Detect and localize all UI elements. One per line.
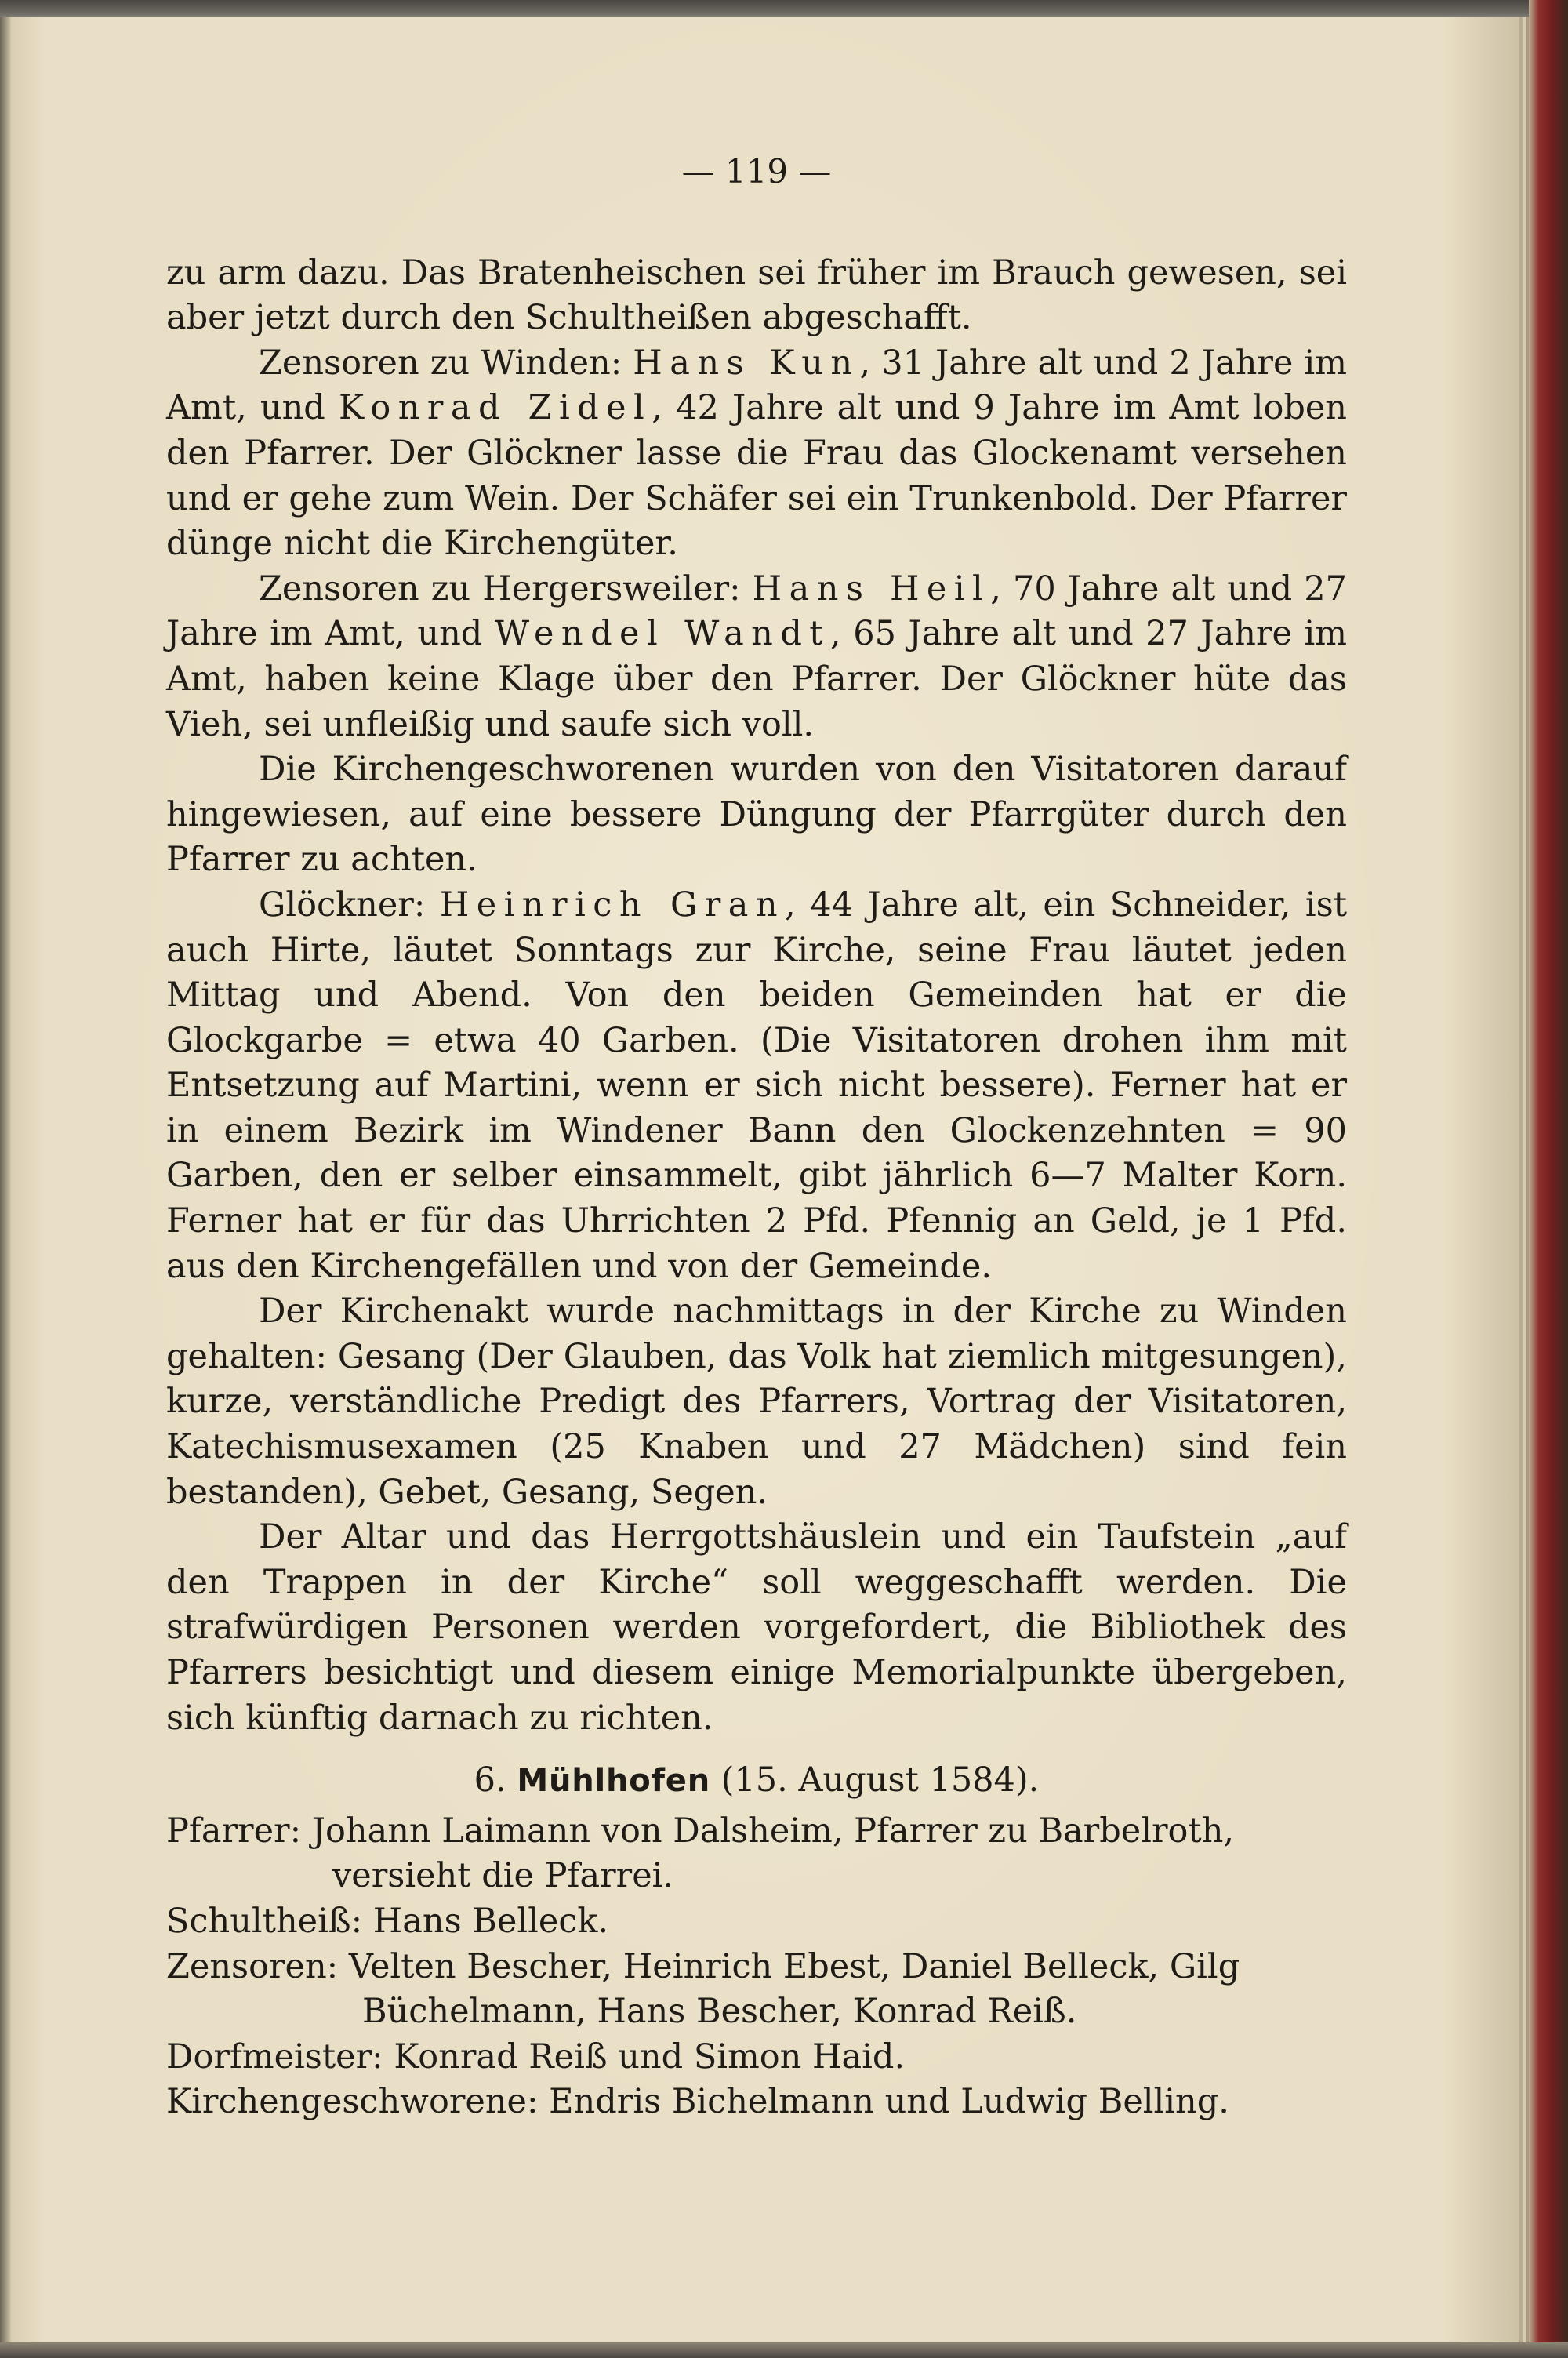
- entry-value: Endris Bichelmann und Ludwig Belling.: [549, 2082, 1229, 2122]
- person-name: Konrad Zidel: [338, 388, 652, 428]
- section-title: Mühlhofen: [517, 1763, 710, 1800]
- entry-zensoren: [166, 1945, 1347, 2035]
- paragraph-continuation: zu arm dazu. Das Bratenheischen sei früher im Brauch gewesen, sei aber jetzt durch den Schultheißen abgeschafft.: [166, 253, 1347, 338]
- entry-label: Kirchengeschworene:: [166, 2082, 539, 2122]
- entry-label: Dorfmeister:: [166, 2036, 383, 2076]
- text-run: , 65 Jahre alt und 27 Jahre im Amt, haben keine Klage über den Pfarrer. Der Glöckner hüte das Vieh, sei unfleißig und saufe sich voll.: [166, 614, 1348, 744]
- entry-kirchengeschworene: [166, 2080, 1347, 2125]
- entry-value: Velten Bescher, Heinrich Ebest, Daniel Belleck, Gilg: [348, 1946, 1240, 1986]
- entry-label: Pfarrer:: [166, 1811, 302, 1851]
- entry-schultheiss: [166, 1899, 1347, 1945]
- book-binding: [0, 17, 11, 2350]
- paragraph-kirchengeschworenen: Die Kirchengeschworenen wurden von den Visitatoren darauf hingewiesen, auf eine bessere Düngung der Pfarrgüter durch den Pfarrer zu achten.: [166, 750, 1347, 880]
- section-heading: [166, 1758, 1347, 1804]
- text-run: , 70 Jahre alt und 27 Jahre im Amt, und: [166, 569, 1347, 654]
- text-run: , 42 Jahre alt und 9 Jahre im Amt loben den Pfarrer. Der Glöckner lasse die Frau das Glockenamt versehen und er gehe zum Wein. Der Schäfer sei ein Trunkenbold. Der Pfarrer dünge nicht die Kirchengüter.: [166, 388, 1347, 564]
- person-name: Hans Kun: [633, 343, 860, 383]
- paragraph-altar: Der Altar und das Herrgottshäuslein und ein Taufstein „auf den Trappen in der Kirche“ soll weggeschafft werden. Die strafwürdigen Personen werden vorgefordert, die Bibliothek des Pfarrers besichtigt und diesem einige Memorialpunkte übergeben, sich künftig darnach zu richten.: [166, 1517, 1347, 1738]
- paragraph-zensoren-winden: [166, 341, 1347, 567]
- entry-label: Schultheiß:: [166, 1901, 363, 1941]
- person-name: Hans Heil: [752, 569, 991, 609]
- paragraph-zensoren-hergersweiler: [166, 567, 1347, 747]
- entry-value: Johann Laimann von Dalsheim, Pfarrer zu Barbelroth,: [311, 1811, 1235, 1851]
- entry-label: Zensoren:: [166, 1946, 339, 1986]
- section-number: 6.: [474, 1760, 506, 1800]
- entry-pfarrer: [166, 1809, 1347, 1899]
- paragraph-kirchenakt: Der Kirchenakt wurde nachmittags in der Kirche zu Winden gehalten: Gesang (Der Glauben, das Volk hat ziemlich mitgesungen), kurze, verständliche Predigt des Pfarrers, Vortrag der Visitatoren, Katechismusexamen (25 Knaben und 27 Mädchen) sind fein bestanden), Gebet, Gesang, Segen.: [166, 1292, 1347, 1512]
- text-run: Glöckner:: [259, 885, 440, 925]
- person-name: Wendel Wandt: [494, 614, 831, 654]
- page-text: [166, 149, 1347, 2125]
- text-run: Zensoren zu Hergersweiler:: [259, 569, 753, 609]
- text-run: Zensoren zu Winden:: [259, 343, 633, 383]
- text-run: , 31 Jahre alt und 2 Jahre im Amt, und: [166, 343, 1347, 428]
- entry-value-continuation: versieht die Pfarrei.: [332, 1856, 674, 1896]
- book-cover-edge: [1529, 0, 1568, 2358]
- section-date: (15. August 1584).: [720, 1760, 1040, 1800]
- book-bottom-edge: [0, 2342, 1568, 2358]
- page-number: — 119 —: [681, 152, 832, 191]
- person-name: Heinrich Gran: [439, 885, 786, 925]
- entry-value: Konrad Reiß und Simon Haid.: [394, 2036, 906, 2076]
- text-run: , 44 Jahre alt, ein Schneider, ist auch Hirte, läutet Sonntags zur Kirche, seine Frau läutet jeden Mittag und Abend. Von den beiden Gemeinden hat er die Glockgarbe = etwa 40 Garben. (Die Visitatoren drohen ihm mit Entsetzung auf Martini, wenn er sich nicht bessere). Ferner hat er in einem Bezirk im Windener Bann den Glockenzehnten = 90 Garben, den er selber einsammelt, gibt jährlich 6—7 Malter Korn. Ferner hat er für das Uhrrichten 2 Pfd. Pfennig an Geld, je 1 Pfd. aus den Kirchengefällen und von der Gemeinde.: [166, 885, 1347, 1286]
- entry-value: Hans Belleck.: [372, 1901, 609, 1941]
- entry-value-continuation: Büchelmann, Hans Bescher, Konrad Reiß.: [362, 1992, 1077, 2032]
- entry-dorfmeister: [166, 2035, 1347, 2080]
- paragraph-gloeckner: [166, 883, 1347, 1289]
